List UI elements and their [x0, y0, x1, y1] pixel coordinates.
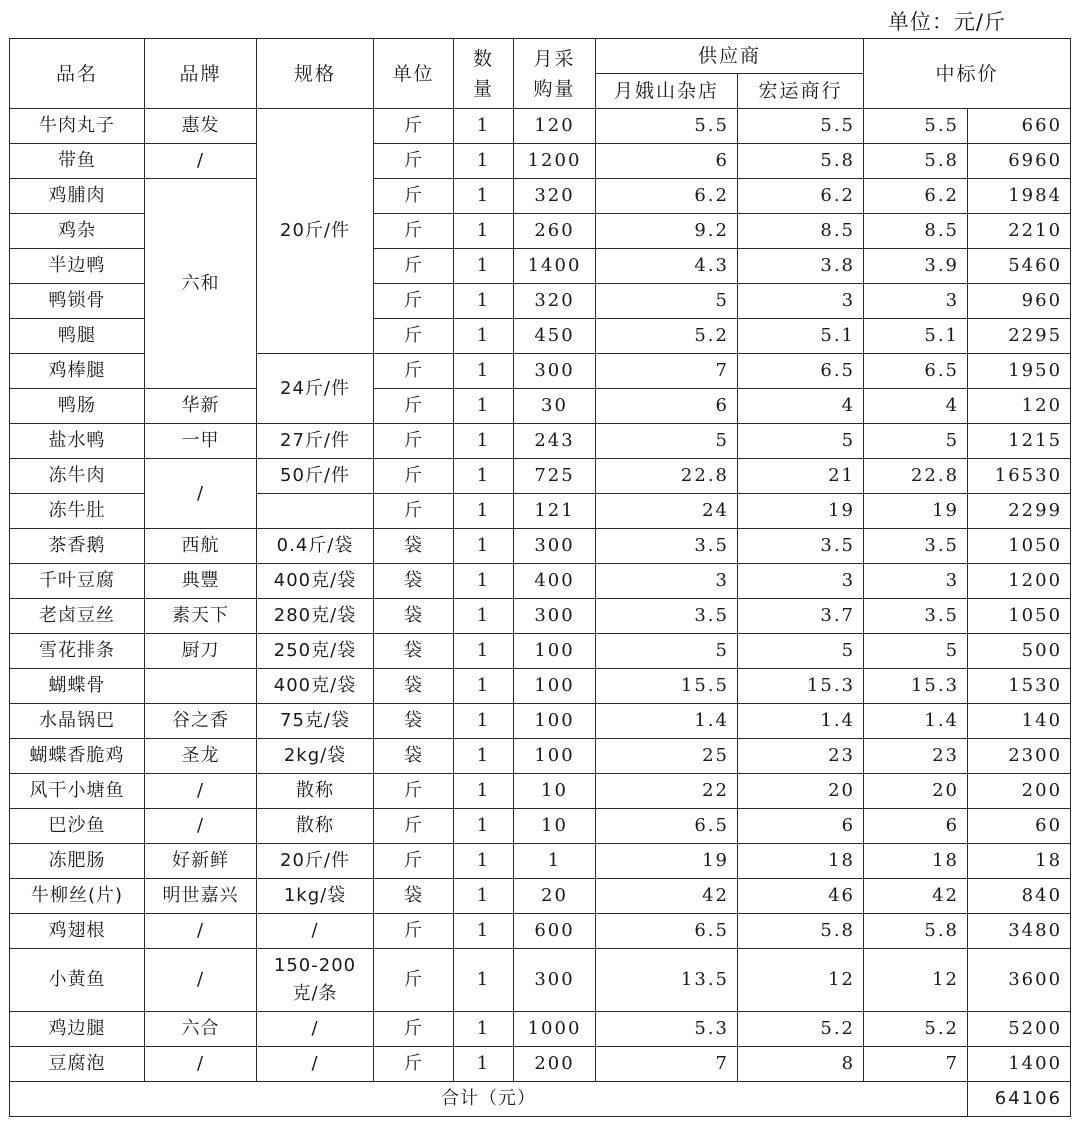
- cell-brand: 一甲: [145, 424, 257, 459]
- cell-qty: 1: [454, 774, 514, 809]
- cell-qty: 1: [454, 249, 514, 284]
- cell-brand: 素天下: [145, 599, 257, 634]
- cell-amount: 6960: [968, 144, 1071, 179]
- cell-name: 千叶豆腐: [10, 564, 145, 599]
- cell-amount: 960: [968, 284, 1071, 319]
- cell-qty: 1: [454, 739, 514, 774]
- cell-amount: 5460: [968, 249, 1071, 284]
- cell-supplier-1: 4.3: [596, 249, 738, 284]
- cell-qty: 1: [454, 214, 514, 249]
- procurement-table: [9, 38, 1071, 1117]
- cell-brand: 厨刀: [145, 634, 257, 669]
- table-row: [10, 879, 1071, 914]
- cell-price: 6: [864, 809, 968, 844]
- cell-brand: 谷之香: [145, 704, 257, 739]
- cell-brand: /: [145, 914, 257, 949]
- cell-monthly: 243: [514, 424, 596, 459]
- cell-amount: 120: [968, 389, 1071, 424]
- cell-unit: 斤: [374, 844, 454, 879]
- cell-brand: /: [145, 809, 257, 844]
- cell-brand: /: [145, 1047, 257, 1082]
- cell-qty: 1: [454, 949, 514, 1012]
- cell-monthly: 725: [514, 459, 596, 494]
- cell-supplier-2: 3.7: [738, 599, 864, 634]
- cell-price: 5.5: [864, 109, 968, 144]
- cell-supplier-2: 21: [738, 459, 864, 494]
- cell-supplier-1: 25: [596, 739, 738, 774]
- cell-supplier-1: 3.5: [596, 529, 738, 564]
- header-qty: [454, 39, 514, 109]
- total-amount: 64106: [968, 1082, 1071, 1117]
- cell-supplier-2: 19: [738, 494, 864, 529]
- cell-price: 20: [864, 774, 968, 809]
- table-row: [10, 844, 1071, 879]
- cell-supplier-2: 5.8: [738, 144, 864, 179]
- cell-name: 鸡棒腿: [10, 354, 145, 389]
- cell-qty: 1: [454, 809, 514, 844]
- cell-name: 牛肉丸子: [10, 109, 145, 144]
- cell-qty: 1: [454, 704, 514, 739]
- cell-supplier-2: 12: [738, 949, 864, 1012]
- cell-supplier-2: 3.8: [738, 249, 864, 284]
- cell-monthly: 10: [514, 774, 596, 809]
- cell-supplier-1: 9.2: [596, 214, 738, 249]
- cell-monthly: 1000: [514, 1012, 596, 1047]
- cell-brand-group-slash: /: [145, 459, 257, 529]
- cell-amount: 660: [968, 109, 1071, 144]
- cell-qty: 1: [454, 109, 514, 144]
- cell-spec: 280克/袋: [257, 599, 374, 634]
- cell-name: 水晶锅巴: [10, 704, 145, 739]
- cell-supplier-2: 20: [738, 774, 864, 809]
- cell-monthly: 320: [514, 179, 596, 214]
- header-monthly: [514, 39, 596, 109]
- cell-monthly: 20: [514, 879, 596, 914]
- cell-qty: 1: [454, 1012, 514, 1047]
- cell-unit: 斤: [374, 249, 454, 284]
- cell-spec: 0.4斤/袋: [257, 529, 374, 564]
- cell-unit: 斤: [374, 214, 454, 249]
- cell-unit: 袋: [374, 739, 454, 774]
- cell-name: 蝴蝶骨: [10, 669, 145, 704]
- cell-spec: /: [257, 914, 374, 949]
- cell-spec: [257, 494, 374, 529]
- cell-supplier-1: 5: [596, 634, 738, 669]
- cell-unit: 斤: [374, 494, 454, 529]
- cell-supplier-1: 7: [596, 1047, 738, 1082]
- cell-supplier-2: 23: [738, 739, 864, 774]
- header-bid: 中标价: [864, 39, 1071, 109]
- cell-name: 带鱼: [10, 144, 145, 179]
- cell-qty: 1: [454, 494, 514, 529]
- cell-amount: 1530: [968, 669, 1071, 704]
- cell-monthly: 300: [514, 529, 596, 564]
- table-row: [10, 564, 1071, 599]
- cell-brand: /: [145, 949, 257, 1012]
- cell-unit: 斤: [374, 144, 454, 179]
- cell-supplier-2: 8: [738, 1047, 864, 1082]
- cell-unit: 斤: [374, 284, 454, 319]
- header-name: 品名: [10, 39, 145, 109]
- cell-supplier-2: 18: [738, 844, 864, 879]
- cell-unit: 袋: [374, 564, 454, 599]
- cell-amount: 1200: [968, 564, 1071, 599]
- cell-spec: 1kg/袋: [257, 879, 374, 914]
- cell-supplier-2: 5: [738, 634, 864, 669]
- cell-qty: 1: [454, 319, 514, 354]
- cell-supplier-1: 22.8: [596, 459, 738, 494]
- cell-unit: 袋: [374, 669, 454, 704]
- cell-qty: 1: [454, 284, 514, 319]
- header-supplier-1: 月娥山杂店: [596, 74, 738, 109]
- cell-supplier-1: 7: [596, 354, 738, 389]
- cell-qty: 1: [454, 459, 514, 494]
- cell-spec-group-20: 20斤/件: [257, 109, 374, 354]
- cell-name: 鸭肠: [10, 389, 145, 424]
- header-supplier-2: 宏运商行: [738, 74, 864, 109]
- cell-name: 冻牛肉: [10, 459, 145, 494]
- cell-amount: 1950: [968, 354, 1071, 389]
- cell-unit: 袋: [374, 704, 454, 739]
- cell-amount: 840: [968, 879, 1071, 914]
- unit-note: 单位：元/斤: [887, 10, 1006, 34]
- table-row: [10, 704, 1071, 739]
- cell-monthly: 1: [514, 844, 596, 879]
- cell-supplier-2: 8.5: [738, 214, 864, 249]
- header-monthly-text: 月采购量: [533, 47, 576, 100]
- cell-qty: 1: [454, 599, 514, 634]
- cell-spec-text: 150-200克/条: [273, 955, 357, 1004]
- cell-supplier-1: 3.5: [596, 599, 738, 634]
- cell-monthly: 300: [514, 949, 596, 1012]
- cell-supplier-2: 15.3: [738, 669, 864, 704]
- table-row: [10, 109, 1071, 144]
- cell-price: 4: [864, 389, 968, 424]
- cell-price: 3.9: [864, 249, 968, 284]
- cell-monthly: 1400: [514, 249, 596, 284]
- table-row: [10, 179, 1071, 214]
- cell-supplier-1: 3: [596, 564, 738, 599]
- cell-price: 8.5: [864, 214, 968, 249]
- cell-spec: 20斤/件: [257, 844, 374, 879]
- table-row: [10, 774, 1071, 809]
- table-row: [10, 739, 1071, 774]
- cell-amount: 1215: [968, 424, 1071, 459]
- cell-supplier-1: 6.5: [596, 914, 738, 949]
- table-row: [10, 459, 1071, 494]
- cell-price: 15.3: [864, 669, 968, 704]
- cell-supplier-2: 6.5: [738, 354, 864, 389]
- cell-monthly: 1200: [514, 144, 596, 179]
- cell-price: 5.1: [864, 319, 968, 354]
- cell-qty: 1: [454, 529, 514, 564]
- cell-brand: /: [145, 774, 257, 809]
- cell-supplier-2: 5: [738, 424, 864, 459]
- cell-brand: 惠发: [145, 109, 257, 144]
- cell-qty: 1: [454, 144, 514, 179]
- table-row: [10, 914, 1071, 949]
- cell-amount: 2299: [968, 494, 1071, 529]
- cell-brand: 六合: [145, 1012, 257, 1047]
- cell-supplier-2: 1.4: [738, 704, 864, 739]
- cell-qty: 1: [454, 1047, 514, 1082]
- cell-unit: 斤: [374, 459, 454, 494]
- cell-spec: 2kg/袋: [257, 739, 374, 774]
- cell-unit: 袋: [374, 599, 454, 634]
- cell-price: 6.5: [864, 354, 968, 389]
- cell-spec: 75克/袋: [257, 704, 374, 739]
- cell-unit: 袋: [374, 529, 454, 564]
- cell-qty: 1: [454, 844, 514, 879]
- table-row: [10, 144, 1071, 179]
- cell-spec: 散称: [257, 774, 374, 809]
- cell-spec: [257, 949, 374, 1012]
- cell-supplier-2: 3: [738, 564, 864, 599]
- cell-monthly: 120: [514, 109, 596, 144]
- cell-name: 雪花排条: [10, 634, 145, 669]
- cell-price: 19: [864, 494, 968, 529]
- cell-supplier-2: 6.2: [738, 179, 864, 214]
- cell-unit: 斤: [374, 1012, 454, 1047]
- cell-supplier-1: 42: [596, 879, 738, 914]
- cell-price: 5: [864, 424, 968, 459]
- cell-amount: 60: [968, 809, 1071, 844]
- cell-supplier-2: 5.5: [738, 109, 864, 144]
- header-unit: 单位: [374, 39, 454, 109]
- cell-unit: 斤: [374, 179, 454, 214]
- cell-unit: 斤: [374, 774, 454, 809]
- cell-spec: 27斤/件: [257, 424, 374, 459]
- cell-qty: 1: [454, 634, 514, 669]
- cell-amount: 18: [968, 844, 1071, 879]
- cell-price: 42: [864, 879, 968, 914]
- cell-amount: 1984: [968, 179, 1071, 214]
- cell-monthly: 300: [514, 599, 596, 634]
- cell-monthly: 400: [514, 564, 596, 599]
- cell-price: 5.8: [864, 144, 968, 179]
- cell-price: 23: [864, 739, 968, 774]
- cell-price: 6.2: [864, 179, 968, 214]
- cell-amount: 2210: [968, 214, 1071, 249]
- cell-monthly: 450: [514, 319, 596, 354]
- cell-qty: 1: [454, 424, 514, 459]
- table-row: [10, 599, 1071, 634]
- cell-name: 豆腐泡: [10, 1047, 145, 1082]
- cell-supplier-2: 4: [738, 389, 864, 424]
- table-row: [10, 1012, 1071, 1047]
- cell-qty: 1: [454, 354, 514, 389]
- cell-amount: 500: [968, 634, 1071, 669]
- cell-name: 半边鸭: [10, 249, 145, 284]
- cell-spec: 400克/袋: [257, 564, 374, 599]
- cell-supplier-1: 6: [596, 389, 738, 424]
- cell-monthly: 600: [514, 914, 596, 949]
- cell-unit: 斤: [374, 319, 454, 354]
- cell-monthly: 260: [514, 214, 596, 249]
- cell-supplier-2: 5.8: [738, 914, 864, 949]
- cell-amount: 2300: [968, 739, 1071, 774]
- cell-monthly: 121: [514, 494, 596, 529]
- cell-unit: 斤: [374, 354, 454, 389]
- cell-supplier-2: 46: [738, 879, 864, 914]
- cell-spec-group-24: 24斤/件: [257, 354, 374, 424]
- cell-amount: 1050: [968, 599, 1071, 634]
- cell-name: 鸭腿: [10, 319, 145, 354]
- cell-monthly: 10: [514, 809, 596, 844]
- cell-monthly: 200: [514, 1047, 596, 1082]
- cell-supplier-1: 5: [596, 424, 738, 459]
- header-brand: 品牌: [145, 39, 257, 109]
- cell-brand: 西航: [145, 529, 257, 564]
- cell-unit: 斤: [374, 914, 454, 949]
- cell-price: 3: [864, 564, 968, 599]
- cell-supplier-1: 5.3: [596, 1012, 738, 1047]
- cell-supplier-1: 22: [596, 774, 738, 809]
- cell-monthly: 100: [514, 669, 596, 704]
- cell-name: 老卤豆丝: [10, 599, 145, 634]
- cell-spec: /: [257, 1012, 374, 1047]
- cell-name: 鸡杂: [10, 214, 145, 249]
- cell-brand: 华新: [145, 389, 257, 424]
- cell-unit: 斤: [374, 949, 454, 1012]
- cell-amount: 1050: [968, 529, 1071, 564]
- cell-unit: 斤: [374, 389, 454, 424]
- header-supplier: 供应商: [596, 39, 864, 74]
- cell-name: 巴沙鱼: [10, 809, 145, 844]
- cell-monthly: 100: [514, 704, 596, 739]
- cell-qty: 1: [454, 564, 514, 599]
- cell-price: 22.8: [864, 459, 968, 494]
- cell-spec: 250克/袋: [257, 634, 374, 669]
- cell-amount: 3480: [968, 914, 1071, 949]
- cell-brand-group-liuhe: 六和: [145, 179, 257, 389]
- cell-unit: 袋: [374, 879, 454, 914]
- cell-monthly: 300: [514, 354, 596, 389]
- total-row: [10, 1082, 1071, 1117]
- cell-qty: 1: [454, 879, 514, 914]
- cell-name: 鸡边腿: [10, 1012, 145, 1047]
- cell-supplier-2: 3: [738, 284, 864, 319]
- table-row: [10, 809, 1071, 844]
- cell-name: 牛柳丝(片): [10, 879, 145, 914]
- cell-price: 5: [864, 634, 968, 669]
- cell-unit: 斤: [374, 109, 454, 144]
- table-row: [10, 634, 1071, 669]
- cell-supplier-1: 5.5: [596, 109, 738, 144]
- cell-supplier-1: 6.2: [596, 179, 738, 214]
- cell-price: 3: [864, 284, 968, 319]
- cell-name: 鸡翅根: [10, 914, 145, 949]
- cell-price: 18: [864, 844, 968, 879]
- cell-amount: 3600: [968, 949, 1071, 1012]
- cell-supplier-2: 3.5: [738, 529, 864, 564]
- total-label: 合计（元）: [10, 1082, 968, 1117]
- cell-supplier-1: 5.2: [596, 319, 738, 354]
- cell-supplier-1: 19: [596, 844, 738, 879]
- cell-amount: 5200: [968, 1012, 1071, 1047]
- header-spec: 规格: [257, 39, 374, 109]
- cell-qty: 1: [454, 914, 514, 949]
- table-row: [10, 1047, 1071, 1082]
- cell-brand: [145, 669, 257, 704]
- cell-unit: 斤: [374, 1047, 454, 1082]
- table-row: [10, 949, 1071, 1012]
- cell-price: 3.5: [864, 599, 968, 634]
- cell-brand: 好新鲜: [145, 844, 257, 879]
- cell-amount: 140: [968, 704, 1071, 739]
- cell-supplier-1: 6.5: [596, 809, 738, 844]
- cell-amount: 200: [968, 774, 1071, 809]
- cell-qty: 1: [454, 669, 514, 704]
- cell-name: 冻牛肚: [10, 494, 145, 529]
- cell-name: 鸭锁骨: [10, 284, 145, 319]
- cell-amount: 1400: [968, 1047, 1071, 1082]
- cell-supplier-1: 24: [596, 494, 738, 529]
- cell-monthly: 320: [514, 284, 596, 319]
- cell-brand: 明世嘉兴: [145, 879, 257, 914]
- cell-name: 鸡脯肉: [10, 179, 145, 214]
- cell-supplier-1: 6: [596, 144, 738, 179]
- cell-monthly: 30: [514, 389, 596, 424]
- table-row: [10, 389, 1071, 424]
- table-row: [10, 669, 1071, 704]
- cell-amount: 16530: [968, 459, 1071, 494]
- table-row: [10, 529, 1071, 564]
- cell-supplier-1: 13.5: [596, 949, 738, 1012]
- cell-spec: 散称: [257, 809, 374, 844]
- cell-amount: 2295: [968, 319, 1071, 354]
- cell-supplier-2: 6: [738, 809, 864, 844]
- cell-brand: 圣龙: [145, 739, 257, 774]
- cell-spec: 50斤/件: [257, 459, 374, 494]
- table-row: [10, 424, 1071, 459]
- cell-brand: 典豐: [145, 564, 257, 599]
- cell-price: 1.4: [864, 704, 968, 739]
- header-qty-text: 数量: [472, 47, 494, 100]
- cell-supplier-1: 15.5: [596, 669, 738, 704]
- cell-brand: /: [145, 144, 257, 179]
- cell-unit: 袋: [374, 634, 454, 669]
- cell-unit: 斤: [374, 424, 454, 459]
- cell-monthly: 100: [514, 739, 596, 774]
- cell-spec: /: [257, 1047, 374, 1082]
- cell-price: 3.5: [864, 529, 968, 564]
- cell-price: 7: [864, 1047, 968, 1082]
- cell-spec: 400克/袋: [257, 669, 374, 704]
- cell-name: 小黄鱼: [10, 949, 145, 1012]
- cell-supplier-2: 5.1: [738, 319, 864, 354]
- cell-name: 蝴蝶香脆鸡: [10, 739, 145, 774]
- cell-name: 风干小塘鱼: [10, 774, 145, 809]
- cell-price: 5.2: [864, 1012, 968, 1047]
- cell-qty: 1: [454, 179, 514, 214]
- cell-name: 冻肥肠: [10, 844, 145, 879]
- cell-name: 茶香鹅: [10, 529, 145, 564]
- cell-qty: 1: [454, 389, 514, 424]
- cell-supplier-2: 5.2: [738, 1012, 864, 1047]
- cell-monthly: 100: [514, 634, 596, 669]
- cell-supplier-1: 5: [596, 284, 738, 319]
- cell-unit: 斤: [374, 809, 454, 844]
- cell-price: 5.8: [864, 914, 968, 949]
- cell-price: 12: [864, 949, 968, 1012]
- cell-name: 盐水鸭: [10, 424, 145, 459]
- cell-supplier-1: 1.4: [596, 704, 738, 739]
